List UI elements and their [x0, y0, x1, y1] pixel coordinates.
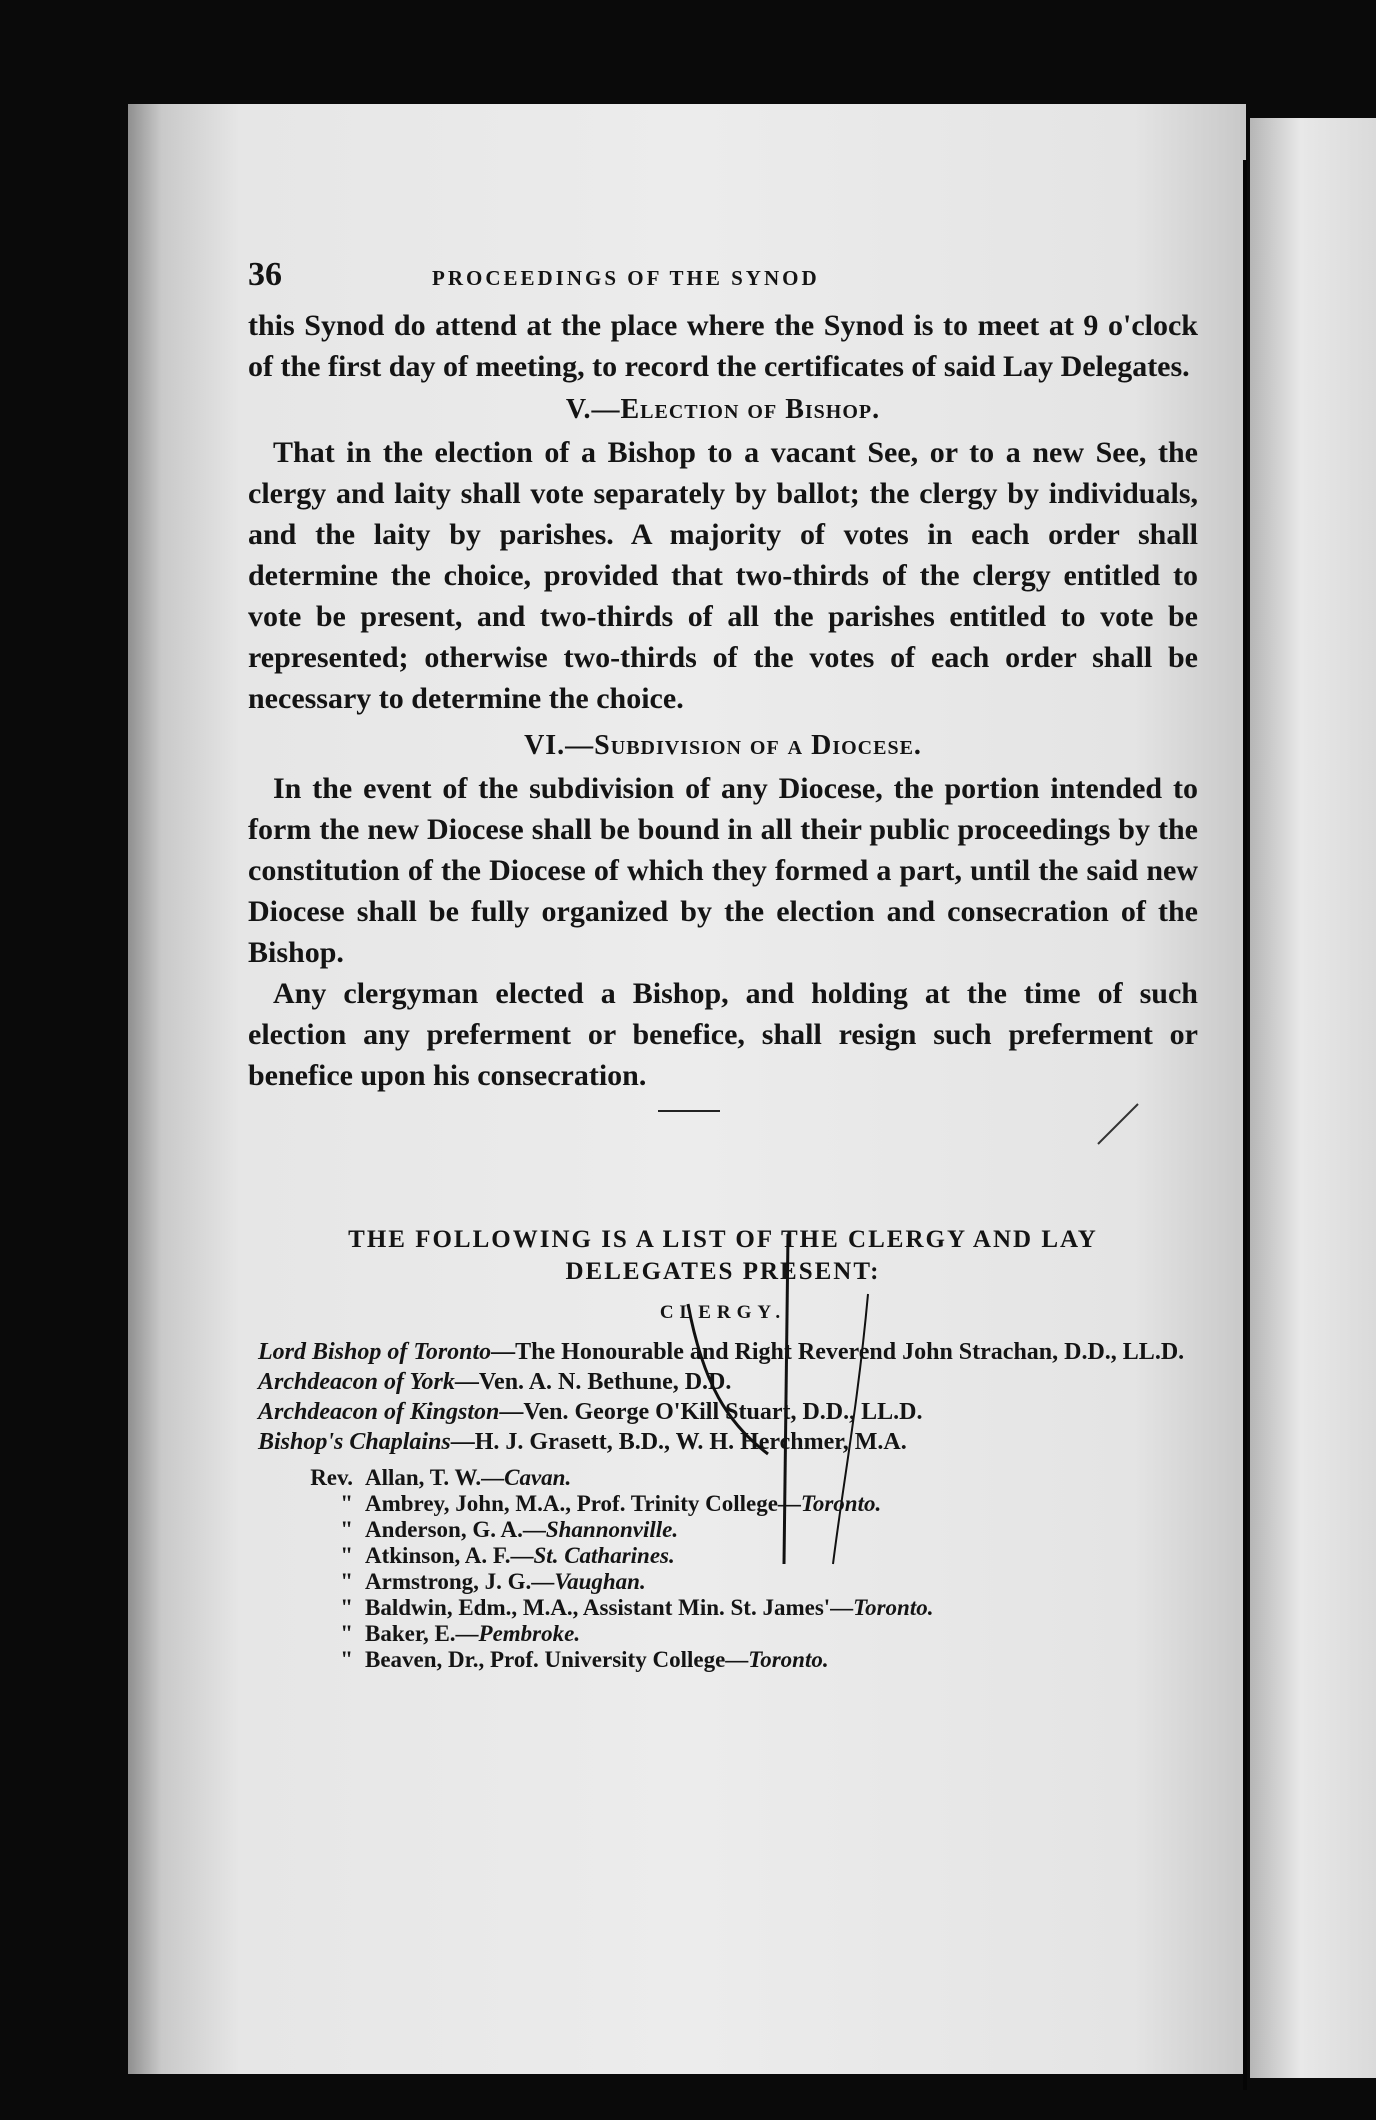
paragraph-subdivision: In the event of the subdivision of any Diocese, the portion intended to form the new Diocese shall be bound in all their public proceedings by the constitution of the Diocese of which they formed a part, until the said new Diocese shall be fully organized by the election and consecration of the Bishop.: [248, 772, 1198, 969]
role: Bishop's Chaplains: [258, 1429, 451, 1455]
role: Archdeacon of Kingston: [258, 1399, 500, 1425]
gutter-line: [1243, 160, 1247, 2090]
clergy-list: [248, 1465, 1198, 1673]
person: —Ven. A. N. Bethune, D.D.: [454, 1369, 732, 1395]
person: Armstrong, J. G.—: [365, 1569, 555, 1594]
person: —The Honourable and Right Reverend John Strachan, D.D., LL.D.: [491, 1339, 1185, 1365]
lead: ": [340, 1517, 353, 1542]
list-item: [248, 1621, 1198, 1647]
list-title-line1: THE FOLLOWING IS A LIST OF THE CLERGY AND LAY: [348, 1226, 1098, 1253]
place: Shannonville.: [545, 1517, 679, 1542]
intro-paragraph: this Synod do attend at the place where the Synod is to meet at 9 o'clock of the first day of meeting, to record the certificates of said Lay Delegates.: [248, 309, 1198, 383]
place: St. Catharines.: [533, 1543, 675, 1568]
list-item: [248, 1543, 1198, 1569]
list-item: [248, 1397, 1198, 1427]
place: Toronto.: [800, 1491, 882, 1516]
list-item: [248, 1367, 1198, 1397]
list-item: [248, 1465, 1198, 1491]
list-item: [248, 1647, 1198, 1673]
person: Ambrey, John, M.A., Prof. Trinity College—: [365, 1491, 801, 1516]
person: Beaven, Dr., Prof. University College—: [365, 1647, 749, 1672]
facing-page-edge: [1250, 118, 1376, 2078]
lead: ": [340, 1595, 353, 1620]
lead: ": [340, 1543, 353, 1568]
place: Toronto.: [853, 1595, 934, 1620]
section-rule: [658, 1110, 720, 1112]
clergy-heading: CLERGY.: [659, 1302, 787, 1323]
place: Vaughan.: [554, 1569, 646, 1594]
page-header: [248, 254, 1198, 299]
person: —Ven. George O'Kill Stuart, D.D., LL.D.: [499, 1399, 923, 1425]
place: Cavan.: [504, 1465, 572, 1490]
lead: ": [340, 1491, 353, 1516]
list-item: [248, 1517, 1198, 1543]
running-head: PROCEEDINGS OF THE SYNOD: [432, 266, 820, 290]
list-item: [248, 1491, 1198, 1517]
role: Archdeacon of York: [258, 1369, 455, 1395]
lead: Rev.: [310, 1465, 353, 1490]
role: Lord Bishop of Toronto: [258, 1339, 492, 1365]
section-heading-election: V.—Election of Bishop.: [565, 394, 881, 425]
place: Toronto.: [748, 1647, 829, 1672]
list-title-line2: DELEGATES PRESENT:: [565, 1258, 881, 1285]
paragraph-clergyman: Any clergyman elected a Bishop, and holding at the time of such election any preferment or benefice, shall resign such preferment or benefice upon his consecration.: [248, 977, 1198, 1092]
paragraph-election: That in the election of a Bishop to a vacant See, or to a new See, the clergy and laity shall vote separately by ballot; the clergy by individuals, and the laity by parishes. A majority of votes in each order shall determine the choice, provided that two-thirds of the clergy entitled to vote be present, and two-thirds of all the parishes entitled to vote be represented; otherwise two-thirds of the votes of each order shall be necessary to determine the choice.: [248, 436, 1198, 715]
person: Allan, T. W.—: [365, 1465, 505, 1490]
list-item: [248, 1337, 1198, 1367]
person: —H. J. Grasett, B.D., W. H. Herchmer, M.A.: [450, 1429, 907, 1455]
person: Atkinson, A. F.—: [365, 1543, 534, 1568]
dignitaries-list: [248, 1337, 1198, 1457]
list-item: [248, 1427, 1198, 1457]
person: Anderson, G. A.—: [365, 1517, 546, 1542]
section-heading-subdivision: VI.—Subdivision of a Diocese.: [524, 730, 922, 761]
person: Baldwin, Edm., M.A., Assistant Min. St. James'—: [365, 1595, 854, 1620]
list-item: [248, 1569, 1198, 1595]
book-page: [128, 104, 1246, 2074]
person: Baker, E.—: [365, 1621, 479, 1646]
page-number: 36: [248, 256, 282, 293]
lead: ": [340, 1621, 353, 1646]
page-text: [248, 254, 1198, 1673]
lead: ": [340, 1569, 353, 1594]
list-title: [248, 1224, 1198, 1288]
place: Pembroke.: [478, 1621, 581, 1646]
list-item: [248, 1595, 1198, 1621]
lead: ": [340, 1647, 353, 1672]
